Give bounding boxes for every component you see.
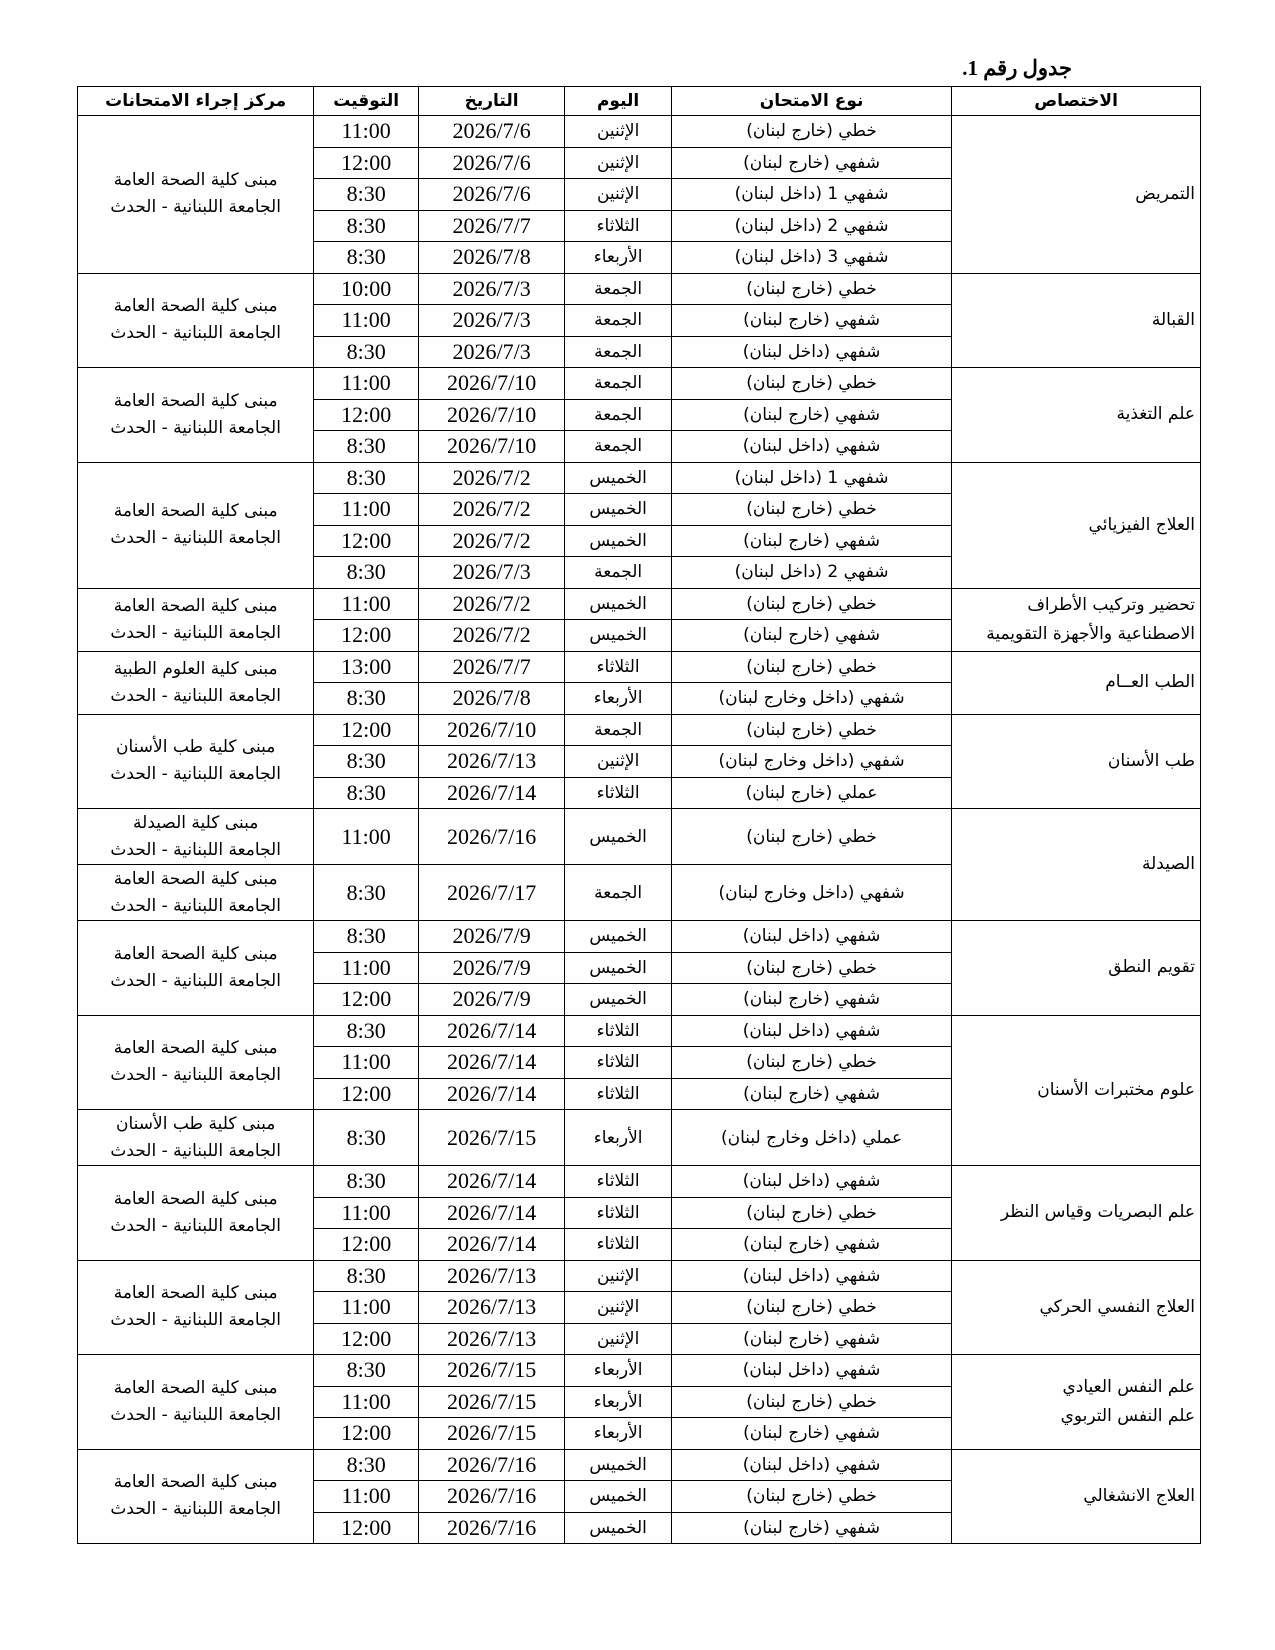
specialty-line: علم النفس العيادي bbox=[1062, 1376, 1195, 1397]
time-cell: 12:00 bbox=[314, 620, 419, 652]
date-cell: 2026/7/3 bbox=[418, 557, 564, 589]
time-cell: 11:00 bbox=[314, 116, 419, 148]
date-cell: 2026/7/16 bbox=[418, 1512, 564, 1544]
time-cell: 12:00 bbox=[314, 714, 419, 746]
exam-center-line: مبنى كلية الصحة العامة bbox=[113, 170, 278, 191]
exam-center-cell bbox=[78, 865, 314, 921]
date-cell: 2026/7/15 bbox=[418, 1110, 564, 1166]
header-time: التوقيت bbox=[314, 87, 419, 116]
day-cell: الثلاثاء bbox=[565, 651, 672, 683]
time-cell: 8:30 bbox=[314, 242, 419, 274]
day-cell: الأربعاء bbox=[565, 242, 672, 274]
exam-center-line: مبنى كلية الصحة العامة bbox=[113, 501, 278, 521]
specialty-line: الاصطناعية والأجهزة التقويمية bbox=[986, 623, 1195, 644]
date-cell: 2026/7/2 bbox=[418, 462, 564, 494]
exam-center-line: مبنى كلية الصحة العامة bbox=[113, 1188, 278, 1209]
day-cell: الجمعة bbox=[565, 399, 672, 431]
table-row bbox=[78, 462, 1201, 494]
exam-type-cell: شفهي (خارج لبنان) bbox=[671, 399, 951, 431]
exam-center-line: مبنى كلية الصحة العامة bbox=[113, 1377, 278, 1398]
exam-type-cell: خطي (خارج لبنان) bbox=[671, 1047, 951, 1079]
time-cell: 11:00 bbox=[314, 494, 419, 526]
day-cell: الإثنين bbox=[565, 1260, 672, 1292]
time-cell: 11:00 bbox=[314, 809, 419, 865]
table-row bbox=[78, 1449, 1201, 1481]
date-cell: 2026/7/9 bbox=[418, 984, 564, 1016]
time-cell: 8:30 bbox=[314, 746, 419, 778]
exam-center-line: الجامعة اللبنانية - الحدث bbox=[110, 323, 281, 344]
day-cell: الثلاثاء bbox=[565, 1047, 672, 1079]
specialty-line: العلاج الانشغالي bbox=[1083, 1485, 1195, 1506]
day-cell: الأربعاء bbox=[565, 1418, 672, 1450]
day-cell: الإثنين bbox=[565, 116, 672, 148]
time-cell: 11:00 bbox=[314, 305, 419, 337]
exam-center-line: الجامعة اللبنانية - الحدث bbox=[110, 1310, 281, 1331]
date-cell: 2026/7/6 bbox=[418, 116, 564, 148]
date-cell: 2026/7/10 bbox=[418, 431, 564, 463]
specialty-line: علم النفس التربوي bbox=[1060, 1405, 1195, 1426]
exam-center-line: مبنى كلية طب الأسنان bbox=[115, 1113, 276, 1134]
exam-type-cell: خطي (خارج لبنان) bbox=[671, 368, 951, 400]
exam-center-cell bbox=[78, 651, 314, 714]
exam-center-cell bbox=[78, 714, 314, 809]
header-row bbox=[78, 87, 1201, 116]
time-cell: 11:00 bbox=[314, 952, 419, 984]
day-cell: الإثنين bbox=[565, 746, 672, 778]
exam-center-line: مبنى كلية العلوم الطبية bbox=[113, 658, 278, 679]
day-cell: الجمعة bbox=[565, 714, 672, 746]
specialty-line: طب الأسنان bbox=[1107, 750, 1195, 771]
specialty-line: تحضير وتركيب الأطراف bbox=[1027, 594, 1195, 615]
exam-type-cell: شفهي (خارج لبنان) bbox=[671, 1078, 951, 1110]
header-day: اليوم bbox=[565, 87, 672, 116]
day-cell: الخميس bbox=[565, 809, 672, 865]
date-cell: 2026/7/2 bbox=[418, 494, 564, 526]
exam-type-cell: شفهي 1 (داخل لبنان) bbox=[671, 179, 951, 211]
day-cell: الأربعاء bbox=[565, 1386, 672, 1418]
day-cell: الأربعاء bbox=[565, 683, 672, 715]
exam-type-cell: شفهي (داخل وخارج لبنان) bbox=[671, 865, 951, 921]
date-cell: 2026/7/13 bbox=[418, 1323, 564, 1355]
exam-center-cell bbox=[78, 273, 314, 368]
time-cell: 8:30 bbox=[314, 179, 419, 211]
specialty-line: العلاج الفيزيائي bbox=[1088, 514, 1195, 535]
time-cell: 11:00 bbox=[314, 1386, 419, 1418]
exam-center-cell bbox=[78, 116, 314, 274]
exam-type-cell: شفهي (داخل وخارج لبنان) bbox=[671, 746, 951, 778]
day-cell: الخميس bbox=[565, 984, 672, 1016]
time-cell: 8:30 bbox=[314, 921, 419, 953]
time-cell: 8:30 bbox=[314, 1166, 419, 1198]
exam-type-cell: شفهي (خارج لبنان) bbox=[671, 147, 951, 179]
time-cell: 8:30 bbox=[314, 1355, 419, 1387]
exam-type-cell: شفهي (خارج لبنان) bbox=[671, 1323, 951, 1355]
day-cell: الجمعة bbox=[565, 368, 672, 400]
table-caption: جدول رقم 1. bbox=[962, 56, 1072, 80]
exam-type-cell: شفهي 2 (داخل لبنان) bbox=[671, 557, 951, 589]
date-cell: 2026/7/2 bbox=[418, 588, 564, 620]
day-cell: الخميس bbox=[565, 1512, 672, 1544]
exam-type-cell: شفهي (خارج لبنان) bbox=[671, 620, 951, 652]
exam-center-line: الجامعة اللبنانية - الحدث bbox=[110, 197, 281, 218]
day-cell: الخميس bbox=[565, 1449, 672, 1481]
date-cell: 2026/7/7 bbox=[418, 210, 564, 242]
exam-center-line: الجامعة اللبنانية - الحدث bbox=[110, 685, 281, 706]
specialty-cell bbox=[952, 462, 1201, 588]
specialty-cell bbox=[952, 1015, 1201, 1166]
time-cell: 12:00 bbox=[314, 1229, 419, 1261]
specialty-line: علم البصريات وقياس النظر bbox=[1000, 1202, 1195, 1223]
table-row bbox=[78, 368, 1201, 400]
day-cell: الخميس bbox=[565, 952, 672, 984]
date-cell: 2026/7/2 bbox=[418, 620, 564, 652]
day-cell: الخميس bbox=[565, 620, 672, 652]
specialty-line: العلاج النفسي الحركي bbox=[1039, 1296, 1195, 1317]
day-cell: الجمعة bbox=[565, 557, 672, 589]
exam-type-cell: خطي (خارج لبنان) bbox=[671, 588, 951, 620]
exam-type-cell: شفهي (خارج لبنان) bbox=[671, 1229, 951, 1261]
exam-type-cell: خطي (خارج لبنان) bbox=[671, 1197, 951, 1229]
specialty-cell bbox=[952, 1166, 1201, 1261]
time-cell: 8:30 bbox=[314, 1449, 419, 1481]
date-cell: 2026/7/3 bbox=[418, 273, 564, 305]
date-cell: 2026/7/16 bbox=[418, 1481, 564, 1513]
day-cell: الثلاثاء bbox=[565, 777, 672, 809]
exam-center-cell bbox=[78, 462, 314, 588]
date-cell: 2026/7/9 bbox=[418, 921, 564, 953]
exam-type-cell: شفهي 3 (داخل لبنان) bbox=[671, 242, 951, 274]
date-cell: 2026/7/14 bbox=[418, 1047, 564, 1079]
day-cell: الخميس bbox=[565, 462, 672, 494]
exam-center-line: الجامعة اللبنانية - الحدث bbox=[110, 1499, 281, 1520]
specialty-cell bbox=[952, 1260, 1201, 1355]
date-cell: 2026/7/10 bbox=[418, 714, 564, 746]
date-cell: 2026/7/7 bbox=[418, 651, 564, 683]
exam-type-cell: شفهي (داخل لبنان) bbox=[671, 1015, 951, 1047]
specialty-cell bbox=[952, 1449, 1201, 1544]
exam-type-cell: شفهي (داخل لبنان) bbox=[671, 1166, 951, 1198]
exam-center-line: مبنى كلية الصحة العامة bbox=[113, 868, 278, 889]
exam-center-cell bbox=[78, 1260, 314, 1355]
exam-type-cell: شفهي (داخل لبنان) bbox=[671, 336, 951, 368]
date-cell: 2026/7/14 bbox=[418, 1229, 564, 1261]
table-row bbox=[78, 116, 1201, 148]
exam-type-cell: خطي (خارج لبنان) bbox=[671, 273, 951, 305]
time-cell: 10:00 bbox=[314, 273, 419, 305]
time-cell: 8:30 bbox=[314, 336, 419, 368]
date-cell: 2026/7/9 bbox=[418, 952, 564, 984]
exam-center-line: الجامعة اللبنانية - الحدث bbox=[110, 1065, 281, 1086]
time-cell: 12:00 bbox=[314, 984, 419, 1016]
exam-center-line: الجامعة اللبنانية - الحدث bbox=[110, 1404, 281, 1425]
specialty-line: تقويم النطق bbox=[1108, 957, 1195, 978]
time-cell: 8:30 bbox=[314, 462, 419, 494]
date-cell: 2026/7/14 bbox=[418, 1015, 564, 1047]
date-cell: 2026/7/14 bbox=[418, 777, 564, 809]
date-cell: 2026/7/14 bbox=[418, 1078, 564, 1110]
date-cell: 2026/7/8 bbox=[418, 242, 564, 274]
day-cell: الجمعة bbox=[565, 431, 672, 463]
specialty-cell bbox=[952, 921, 1201, 1016]
exam-center-line: الجامعة اللبنانية - الحدث bbox=[110, 970, 281, 991]
exam-center-line: مبنى كلية الصحة العامة bbox=[113, 595, 278, 616]
exam-center-line: الجامعة اللبنانية - الحدث bbox=[110, 839, 281, 860]
day-cell: الثلاثاء bbox=[565, 1015, 672, 1047]
specialty-cell bbox=[952, 368, 1201, 463]
exam-center-cell bbox=[78, 1355, 314, 1450]
exam-type-cell: خطي (خارج لبنان) bbox=[671, 1481, 951, 1513]
table-row bbox=[78, 714, 1201, 746]
day-cell: الثلاثاء bbox=[565, 1166, 672, 1198]
time-cell: 8:30 bbox=[314, 557, 419, 589]
table-row bbox=[78, 921, 1201, 953]
exam-type-cell: خطي (خارج لبنان) bbox=[671, 1292, 951, 1324]
day-cell: الخميس bbox=[565, 525, 672, 557]
exam-center-line: الجامعة اللبنانية - الحدث bbox=[110, 622, 281, 643]
date-cell: 2026/7/6 bbox=[418, 147, 564, 179]
exam-center-line: مبنى كلية الصحة العامة bbox=[113, 1283, 278, 1304]
day-cell: الجمعة bbox=[565, 336, 672, 368]
day-cell: الخميس bbox=[565, 921, 672, 953]
exam-type-cell: خطي (خارج لبنان) bbox=[671, 952, 951, 984]
time-cell: 11:00 bbox=[314, 1047, 419, 1079]
time-cell: 11:00 bbox=[314, 588, 419, 620]
exam-type-cell: شفهي (خارج لبنان) bbox=[671, 984, 951, 1016]
date-cell: 2026/7/13 bbox=[418, 1260, 564, 1292]
table-row bbox=[78, 651, 1201, 683]
date-cell: 2026/7/13 bbox=[418, 1292, 564, 1324]
specialty-cell bbox=[952, 273, 1201, 368]
day-cell: الإثنين bbox=[565, 147, 672, 179]
time-cell: 8:30 bbox=[314, 865, 419, 921]
specialty-cell bbox=[952, 1355, 1201, 1450]
day-cell: الثلاثاء bbox=[565, 1197, 672, 1229]
time-cell: 12:00 bbox=[314, 147, 419, 179]
table-row bbox=[78, 588, 1201, 620]
exam-center-cell bbox=[78, 921, 314, 1016]
exam-type-cell: خطي (خارج لبنان) bbox=[671, 494, 951, 526]
exam-center-line: الجامعة اللبنانية - الحدث bbox=[110, 1140, 281, 1161]
day-cell: الإثنين bbox=[565, 1292, 672, 1324]
exam-center-cell bbox=[78, 1449, 314, 1544]
time-cell: 11:00 bbox=[314, 368, 419, 400]
exam-center-line: الجامعة اللبنانية - الحدث bbox=[110, 1215, 281, 1236]
exam-center-line: مبنى كلية الصحة العامة bbox=[113, 1038, 278, 1059]
date-cell: 2026/7/16 bbox=[418, 1449, 564, 1481]
time-cell: 12:00 bbox=[314, 1323, 419, 1355]
exam-type-cell: شفهي 2 (داخل لبنان) bbox=[671, 210, 951, 242]
day-cell: الأربعاء bbox=[565, 1355, 672, 1387]
day-cell: الجمعة bbox=[565, 305, 672, 337]
day-cell: الإثنين bbox=[565, 1323, 672, 1355]
table-row bbox=[78, 1015, 1201, 1047]
table-body bbox=[78, 116, 1201, 1544]
exam-type-cell: عملي (خارج لبنان) bbox=[671, 777, 951, 809]
specialty-line: الصيدلة bbox=[1142, 854, 1195, 874]
specialty-cell bbox=[952, 714, 1201, 809]
exam-type-cell: خطي (خارج لبنان) bbox=[671, 714, 951, 746]
exam-type-cell: شفهي (خارج لبنان) bbox=[671, 1418, 951, 1450]
exam-type-cell: خطي (خارج لبنان) bbox=[671, 1386, 951, 1418]
date-cell: 2026/7/15 bbox=[418, 1386, 564, 1418]
exam-center-line: مبنى كلية الصحة العامة bbox=[113, 943, 278, 964]
time-cell: 8:30 bbox=[314, 777, 419, 809]
specialty-line: علوم مختبرات الأسنان bbox=[1037, 1079, 1195, 1100]
date-cell: 2026/7/3 bbox=[418, 305, 564, 337]
specialty-cell bbox=[952, 116, 1201, 274]
exam-center-cell bbox=[78, 809, 314, 865]
exam-type-cell: خطي (خارج لبنان) bbox=[671, 116, 951, 148]
exam-type-cell: شفهي (داخل وخارج لبنان) bbox=[671, 683, 951, 715]
time-cell: 8:30 bbox=[314, 431, 419, 463]
header-date: التاريخ bbox=[418, 87, 564, 116]
time-cell: 13:00 bbox=[314, 651, 419, 683]
date-cell: 2026/7/14 bbox=[418, 1166, 564, 1198]
day-cell: الخميس bbox=[565, 494, 672, 526]
exam-center-line: الجامعة اللبنانية - الحدث bbox=[110, 895, 281, 916]
time-cell: 11:00 bbox=[314, 1197, 419, 1229]
specialty-cell bbox=[952, 588, 1201, 651]
exam-type-cell: شفهي (خارج لبنان) bbox=[671, 305, 951, 337]
day-cell: الخميس bbox=[565, 1481, 672, 1513]
header-exam-center: مركز إجراء الامتحانات bbox=[78, 87, 314, 116]
date-cell: 2026/7/3 bbox=[418, 336, 564, 368]
exam-center-line: الجامعة اللبنانية - الحدث bbox=[110, 528, 281, 548]
day-cell: الإثنين bbox=[565, 179, 672, 211]
specialty-line: علم التغذية bbox=[1116, 404, 1195, 425]
date-cell: 2026/7/17 bbox=[418, 865, 564, 921]
time-cell: 12:00 bbox=[314, 1512, 419, 1544]
day-cell: الجمعة bbox=[565, 865, 672, 921]
time-cell: 12:00 bbox=[314, 1418, 419, 1450]
specialty-line: القبالة bbox=[1151, 309, 1195, 330]
exam-center-cell bbox=[78, 1015, 314, 1110]
exam-center-cell bbox=[78, 1110, 314, 1166]
exam-center-line: مبنى كلية الصحة العامة bbox=[113, 1472, 278, 1493]
specialty-line: الطب العــام bbox=[1105, 672, 1195, 692]
table-row bbox=[78, 1166, 1201, 1198]
exam-type-cell: خطي (خارج لبنان) bbox=[671, 809, 951, 865]
table-row bbox=[78, 809, 1201, 865]
date-cell: 2026/7/2 bbox=[418, 525, 564, 557]
date-cell: 2026/7/10 bbox=[418, 368, 564, 400]
exam-schedule-table bbox=[77, 86, 1201, 1544]
exam-type-cell: شفهي (داخل لبنان) bbox=[671, 1355, 951, 1387]
time-cell: 11:00 bbox=[314, 1481, 419, 1513]
date-cell: 2026/7/8 bbox=[418, 683, 564, 715]
time-cell: 8:30 bbox=[314, 210, 419, 242]
header-exam-type: نوع الامتحان bbox=[671, 87, 951, 116]
exam-center-line: مبنى كلية الصحة العامة bbox=[113, 390, 278, 411]
time-cell: 12:00 bbox=[314, 525, 419, 557]
date-cell: 2026/7/16 bbox=[418, 809, 564, 865]
exam-type-cell: شفهي (داخل لبنان) bbox=[671, 1449, 951, 1481]
date-cell: 2026/7/15 bbox=[418, 1355, 564, 1387]
exam-center-line: مبنى كلية الصيدلة bbox=[133, 812, 259, 833]
exam-type-cell: عملي (داخل وخارج لبنان) bbox=[671, 1110, 951, 1166]
specialty-cell bbox=[952, 809, 1201, 921]
exam-type-cell: شفهي (داخل لبنان) bbox=[671, 1260, 951, 1292]
time-cell: 12:00 bbox=[314, 399, 419, 431]
time-cell: 8:30 bbox=[314, 1260, 419, 1292]
date-cell: 2026/7/15 bbox=[418, 1418, 564, 1450]
day-cell: الثلاثاء bbox=[565, 1229, 672, 1261]
exam-center-line: الجامعة اللبنانية - الحدث bbox=[110, 764, 281, 785]
exam-center-cell bbox=[78, 588, 314, 651]
exam-center-line: الجامعة اللبنانية - الحدث bbox=[110, 417, 281, 438]
exam-type-cell: شفهي 1 (داخل لبنان) bbox=[671, 462, 951, 494]
specialty-line: التمريض bbox=[1135, 183, 1195, 204]
exam-center-line: مبنى كلية طب الأسنان bbox=[115, 737, 276, 758]
specialty-cell bbox=[952, 651, 1201, 714]
date-cell: 2026/7/10 bbox=[418, 399, 564, 431]
date-cell: 2026/7/14 bbox=[418, 1197, 564, 1229]
day-cell: الأربعاء bbox=[565, 1110, 672, 1166]
table-row bbox=[78, 1355, 1201, 1387]
table-row bbox=[78, 1260, 1201, 1292]
day-cell: الثلاثاء bbox=[565, 210, 672, 242]
date-cell: 2026/7/6 bbox=[418, 179, 564, 211]
header-specialty: الاختصاص bbox=[952, 87, 1201, 116]
time-cell: 8:30 bbox=[314, 1015, 419, 1047]
exam-center-cell bbox=[78, 1166, 314, 1261]
exam-type-cell: شفهي (داخل لبنان) bbox=[671, 431, 951, 463]
exam-type-cell: شفهي (داخل لبنان) bbox=[671, 921, 951, 953]
day-cell: الثلاثاء bbox=[565, 1078, 672, 1110]
exam-center-line: مبنى كلية الصحة العامة bbox=[113, 296, 278, 317]
exam-type-cell: شفهي (خارج لبنان) bbox=[671, 525, 951, 557]
exam-type-cell: شفهي (خارج لبنان) bbox=[671, 1512, 951, 1544]
time-cell: 8:30 bbox=[314, 683, 419, 715]
day-cell: الخميس bbox=[565, 588, 672, 620]
day-cell: الجمعة bbox=[565, 273, 672, 305]
table-row bbox=[78, 273, 1201, 305]
time-cell: 12:00 bbox=[314, 1078, 419, 1110]
time-cell: 11:00 bbox=[314, 1292, 419, 1324]
exam-type-cell: خطي (خارج لبنان) bbox=[671, 651, 951, 683]
date-cell: 2026/7/13 bbox=[418, 746, 564, 778]
exam-center-cell bbox=[78, 368, 314, 463]
time-cell: 8:30 bbox=[314, 1110, 419, 1166]
